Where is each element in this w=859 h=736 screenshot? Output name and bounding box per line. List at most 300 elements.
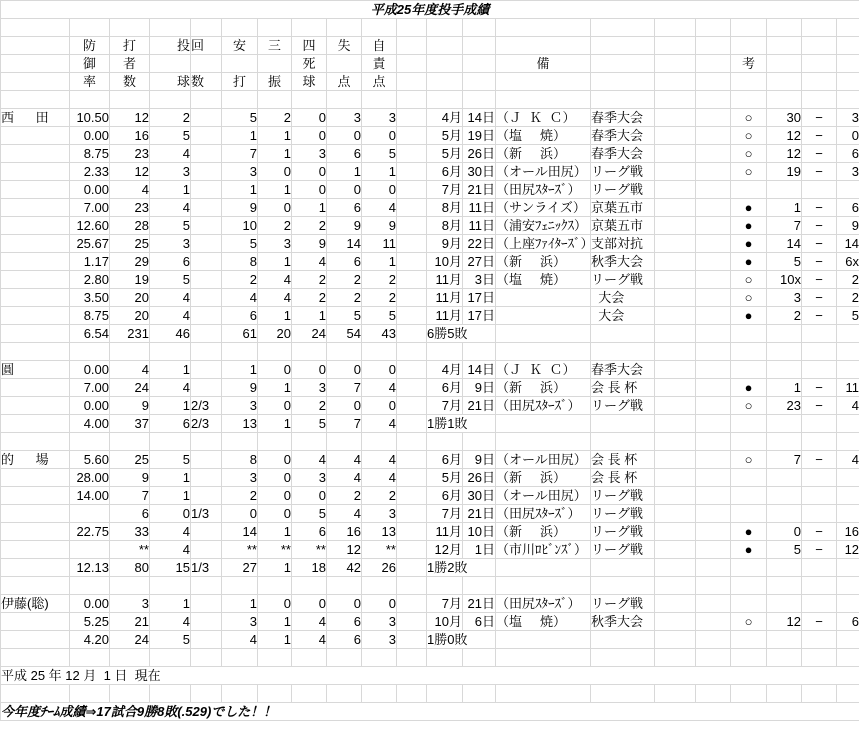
tournament — [591, 55, 655, 73]
score-dash: − — [802, 271, 837, 289]
spacer — [397, 505, 427, 523]
innings-fraction — [191, 145, 222, 163]
innings-fraction — [191, 577, 222, 595]
era: 0.00 — [70, 127, 110, 145]
win-loss-mark — [731, 181, 767, 199]
batters-faced: 37 — [110, 415, 150, 433]
pitcher-name — [1, 613, 70, 631]
earned-runs: 0 — [362, 181, 397, 199]
score-dash: − — [802, 541, 837, 559]
score-own: 1 — [767, 199, 802, 217]
era: 0.00 — [70, 181, 110, 199]
pitcher-name — [1, 145, 70, 163]
hits: 9 — [222, 379, 258, 397]
strikeouts: 3 — [258, 235, 292, 253]
spacer — [397, 199, 427, 217]
era: 10.50 — [70, 109, 110, 127]
earned-runs: 0 — [362, 595, 397, 613]
game-day: 21日 — [463, 595, 496, 613]
batters-faced — [110, 91, 150, 109]
walks-hbp: 0 — [292, 595, 327, 613]
spacer — [696, 55, 731, 73]
hits: 4 — [222, 631, 258, 649]
column-header: 責 — [362, 55, 397, 73]
win-loss-mark — [731, 343, 767, 361]
earned-runs — [362, 433, 397, 451]
score-opp — [837, 577, 859, 595]
score-own — [767, 73, 802, 91]
opponent — [496, 325, 591, 343]
game-day — [463, 55, 496, 73]
batters-faced: 20 — [110, 307, 150, 325]
innings: 4 — [150, 289, 191, 307]
pitcher-name — [1, 235, 70, 253]
opponent: （上座ﾌｧｲﾀｰｽﾞ） — [496, 236, 594, 251]
score-opp: 3 — [837, 163, 859, 181]
game-day: 26日 — [463, 469, 496, 487]
hits — [222, 649, 258, 667]
batters-faced: 6 — [110, 505, 150, 523]
spacer — [655, 253, 696, 271]
batters-faced: 19 — [110, 271, 150, 289]
era: 14.00 — [70, 487, 110, 505]
batters-faced: 33 — [110, 523, 150, 541]
era — [70, 343, 110, 361]
earned-runs — [362, 577, 397, 595]
batters-faced: ** — [110, 541, 150, 559]
innings-fraction — [191, 235, 222, 253]
opponent — [496, 415, 591, 433]
strikeouts: 0 — [258, 595, 292, 613]
strikeouts — [258, 577, 292, 595]
game-month: 12月 — [427, 541, 463, 559]
win-loss-record: 1勝1敗 — [427, 415, 496, 433]
score-own — [767, 595, 802, 613]
spacer — [397, 91, 427, 109]
game-month: 11月 — [427, 307, 463, 325]
strikeouts: 1 — [258, 631, 292, 649]
game-month — [427, 433, 463, 451]
tournament — [591, 37, 655, 55]
runs — [327, 685, 362, 703]
score-opp: 11 — [837, 379, 859, 397]
hits: 3 — [222, 397, 258, 415]
batters-faced: 80 — [110, 559, 150, 577]
spacer — [397, 451, 427, 469]
era — [70, 91, 110, 109]
strikeouts: 1 — [258, 127, 292, 145]
runs — [327, 343, 362, 361]
score-opp: 0 — [837, 127, 859, 145]
strikeouts: 1 — [258, 613, 292, 631]
win-loss-mark: ● — [731, 307, 767, 325]
game-day: 21日 — [463, 181, 496, 199]
walks-hbp: 24 — [292, 325, 327, 343]
strikeouts: 4 — [258, 289, 292, 307]
innings-fraction — [191, 523, 222, 541]
opponent: （塩 焼） — [496, 127, 591, 145]
opponent: （Ｊ Ｋ Ｃ） — [496, 361, 591, 379]
earned-runs: ** — [362, 541, 397, 559]
pitcher-name — [1, 307, 70, 325]
strikeouts — [258, 433, 292, 451]
earned-runs — [362, 91, 397, 109]
opponent: （新 浜） — [496, 523, 591, 541]
score-dash — [802, 361, 837, 379]
score-opp — [837, 37, 859, 55]
column-header: 備 — [496, 55, 591, 73]
score-opp — [837, 73, 859, 91]
hits — [222, 91, 258, 109]
innings-fraction — [191, 631, 222, 649]
strikeouts: 1 — [258, 253, 292, 271]
win-loss-mark — [731, 487, 767, 505]
column-header: 御 — [70, 55, 110, 73]
hits: 7 — [222, 145, 258, 163]
score-opp — [837, 505, 859, 523]
walks-hbp: 3 — [292, 469, 327, 487]
spacer — [397, 649, 427, 667]
runs: 0 — [327, 397, 362, 415]
score-opp — [837, 361, 859, 379]
hits: 3 — [222, 613, 258, 631]
game-month: 8月 — [427, 199, 463, 217]
spacer — [655, 217, 696, 235]
column-header: 打 — [110, 37, 150, 55]
spacer — [655, 487, 696, 505]
strikeouts — [258, 649, 292, 667]
score-opp — [837, 631, 859, 649]
earned-runs: 5 — [362, 307, 397, 325]
score-own — [767, 631, 802, 649]
walks-hbp — [292, 433, 327, 451]
innings: 1 — [150, 181, 191, 199]
score-opp — [837, 487, 859, 505]
score-dash: − — [802, 289, 837, 307]
game-row — [1, 127, 859, 145]
game-row — [1, 199, 859, 217]
tournament: 大会 — [591, 307, 655, 325]
pitcher-name — [1, 55, 70, 73]
spacer — [397, 271, 427, 289]
game-month: 11月 — [427, 271, 463, 289]
score-opp: 6x — [837, 253, 859, 271]
spacer — [696, 289, 731, 307]
win-loss-mark — [731, 469, 767, 487]
game-day: 10日 — [463, 523, 496, 541]
spacer — [397, 559, 427, 577]
batters-faced: 20 — [110, 289, 150, 307]
strikeouts: 20 — [258, 325, 292, 343]
score-opp — [837, 649, 859, 667]
spacer — [397, 181, 427, 199]
win-loss-mark — [731, 37, 767, 55]
opponent — [496, 433, 591, 451]
strikeouts — [258, 19, 292, 37]
runs: 42 — [327, 559, 362, 577]
win-loss-mark: ● — [731, 541, 767, 559]
spacer — [696, 325, 731, 343]
score-opp — [837, 343, 859, 361]
game-month — [427, 37, 463, 55]
pitcher-name — [1, 271, 70, 289]
game-month: 6月 — [427, 451, 463, 469]
era — [70, 505, 110, 523]
walks-hbp — [292, 577, 327, 595]
era — [70, 685, 110, 703]
opponent — [496, 343, 591, 361]
hits: 5 — [222, 109, 258, 127]
opponent: （オール田尻） — [496, 487, 591, 505]
spacer — [397, 37, 427, 55]
opponent: （市川ﾛﾋﾞﾝｽﾞ） — [496, 541, 591, 559]
totals-row — [1, 559, 859, 577]
game-day — [463, 685, 496, 703]
walks-hbp: 4 — [292, 613, 327, 631]
tournament: 秋季大会 — [591, 253, 655, 271]
earned-runs: 4 — [362, 469, 397, 487]
opponent: （新 浜） — [496, 469, 591, 487]
spacer — [696, 181, 731, 199]
batters-faced: 9 — [110, 469, 150, 487]
strikeouts: 0 — [258, 505, 292, 523]
walks-hbp: 5 — [292, 505, 327, 523]
spacer — [696, 523, 731, 541]
spacer — [696, 145, 731, 163]
innings: 4 — [150, 145, 191, 163]
innings-fraction — [191, 595, 222, 613]
spacer — [655, 109, 696, 127]
innings: 5 — [150, 127, 191, 145]
game-day — [463, 343, 496, 361]
walks-hbp: 1 — [292, 307, 327, 325]
opponent: （新 浜） — [496, 253, 591, 271]
innings: 5 — [150, 631, 191, 649]
score-opp: 16 — [837, 523, 859, 541]
score-opp — [837, 19, 859, 37]
runs: 2 — [327, 289, 362, 307]
spacer — [397, 469, 427, 487]
game-month: 4月 — [427, 109, 463, 127]
spacer — [655, 415, 696, 433]
pitcher-name: 伊藤(聡) — [1, 595, 70, 613]
spacer — [397, 361, 427, 379]
strikeouts — [258, 343, 292, 361]
batters-faced: 23 — [110, 199, 150, 217]
earned-runs: 1 — [362, 253, 397, 271]
walks-hbp: 2 — [292, 289, 327, 307]
win-loss-record: 6勝5敗 — [427, 325, 496, 343]
strikeouts: 0 — [258, 199, 292, 217]
era — [70, 577, 110, 595]
runs: 12 — [327, 541, 362, 559]
runs: 4 — [327, 451, 362, 469]
earned-runs — [362, 649, 397, 667]
batters-faced: 12 — [110, 109, 150, 127]
hits: 3 — [222, 163, 258, 181]
earned-runs: 3 — [362, 631, 397, 649]
score-own — [767, 37, 802, 55]
win-loss-mark: ○ — [731, 145, 767, 163]
strikeouts: 0 — [258, 451, 292, 469]
innings-fraction — [191, 361, 222, 379]
game-month: 7月 — [427, 397, 463, 415]
game-row — [1, 613, 859, 631]
spacer — [655, 361, 696, 379]
score-own: 7 — [767, 451, 802, 469]
spacer — [655, 631, 696, 649]
innings: 4 — [150, 613, 191, 631]
score-own — [767, 415, 802, 433]
spacer — [397, 145, 427, 163]
innings: 15 — [150, 559, 191, 577]
score-own: 7 — [767, 217, 802, 235]
innings: 1 — [150, 487, 191, 505]
tournament: 大会 — [591, 289, 655, 307]
spacer — [696, 199, 731, 217]
pitcher-name: 的 場 — [1, 451, 70, 469]
column-header — [222, 55, 258, 73]
innings-fraction — [191, 127, 222, 145]
pitcher-name — [1, 37, 70, 55]
innings: 2 — [150, 109, 191, 127]
tournament — [591, 343, 655, 361]
win-loss-mark — [731, 595, 767, 613]
score-own — [767, 361, 802, 379]
score-opp: 2 — [837, 271, 859, 289]
pitcher-name — [1, 253, 70, 271]
runs: 7 — [327, 415, 362, 433]
score-opp: 14 — [837, 235, 859, 253]
tournament: リーグ戦 — [591, 541, 655, 559]
pitcher-name — [1, 469, 70, 487]
spacer — [655, 307, 696, 325]
spacer — [696, 217, 731, 235]
earned-runs: 2 — [362, 289, 397, 307]
strikeouts: 0 — [258, 361, 292, 379]
innings-fraction — [191, 379, 222, 397]
game-day: 9日 — [463, 451, 496, 469]
spacer — [655, 91, 696, 109]
game-row — [1, 235, 859, 253]
pitcher-name — [1, 577, 70, 595]
game-month — [427, 577, 463, 595]
totals-row — [1, 631, 859, 649]
score-opp — [837, 559, 859, 577]
walks-hbp: 2 — [292, 271, 327, 289]
pitcher-name — [1, 217, 70, 235]
score-own — [767, 505, 802, 523]
spacer — [655, 559, 696, 577]
opponent: （田尻ｽﾀｰｽﾞ） — [496, 595, 591, 613]
hits: 1 — [222, 181, 258, 199]
game-month: 5月 — [427, 145, 463, 163]
spacer — [655, 469, 696, 487]
walks-hbp: 0 — [292, 127, 327, 145]
game-month: 11月 — [427, 289, 463, 307]
hits — [222, 577, 258, 595]
spacer — [696, 109, 731, 127]
spacer — [655, 235, 696, 253]
batters-faced — [110, 433, 150, 451]
game-row — [1, 109, 859, 127]
innings-fraction — [191, 163, 222, 181]
tournament: リーグ戦 — [591, 505, 655, 523]
game-month: 8月 — [427, 217, 463, 235]
as-of-date: 平成 25 年 12 月 1 日 現在 — [1, 667, 859, 685]
spacer — [655, 613, 696, 631]
spacer — [655, 271, 696, 289]
score-dash — [802, 577, 837, 595]
walks-hbp: ** — [292, 541, 327, 559]
runs: 5 — [327, 307, 362, 325]
innings: 3 — [150, 235, 191, 253]
score-own — [767, 343, 802, 361]
hits: ** — [222, 541, 258, 559]
score-dash — [802, 181, 837, 199]
game-day: 14日 — [463, 109, 496, 127]
score-own — [767, 19, 802, 37]
spacer — [397, 127, 427, 145]
spacer — [655, 451, 696, 469]
score-dash — [802, 325, 837, 343]
score-own — [767, 487, 802, 505]
spacer — [397, 415, 427, 433]
score-own — [767, 559, 802, 577]
hits — [222, 433, 258, 451]
walks-hbp: 4 — [292, 451, 327, 469]
pitcher-name — [1, 487, 70, 505]
innings-fraction — [191, 307, 222, 325]
spacer — [655, 541, 696, 559]
win-loss-mark: ● — [731, 379, 767, 397]
era: 8.75 — [70, 307, 110, 325]
spacer — [696, 127, 731, 145]
spacer — [397, 217, 427, 235]
innings: 1 — [150, 397, 191, 415]
column-header: 考 — [731, 55, 767, 73]
runs: 4 — [327, 469, 362, 487]
batters-faced — [110, 649, 150, 667]
pitcher-name: 西 田 — [1, 109, 70, 127]
spacer — [655, 181, 696, 199]
runs — [327, 19, 362, 37]
earned-runs: 3 — [362, 505, 397, 523]
spacer — [655, 577, 696, 595]
game-month: 7月 — [427, 595, 463, 613]
spacer — [655, 73, 696, 91]
spacer — [397, 343, 427, 361]
hits: 8 — [222, 451, 258, 469]
score-dash: − — [802, 163, 837, 181]
game-day — [463, 91, 496, 109]
score-opp: 6 — [837, 145, 859, 163]
pitcher-name — [1, 19, 70, 37]
era: 8.75 — [70, 145, 110, 163]
strikeouts: 0 — [258, 163, 292, 181]
strikeouts: 2 — [258, 217, 292, 235]
game-day: 1日 — [463, 541, 496, 559]
score-dash: − — [802, 217, 837, 235]
tournament — [591, 577, 655, 595]
score-dash: − — [802, 307, 837, 325]
pitcher-name — [1, 649, 70, 667]
batters-faced: 16 — [110, 127, 150, 145]
batters-faced: 4 — [110, 361, 150, 379]
spacer — [696, 595, 731, 613]
walks-hbp — [292, 649, 327, 667]
column-header: 点 — [362, 73, 397, 91]
